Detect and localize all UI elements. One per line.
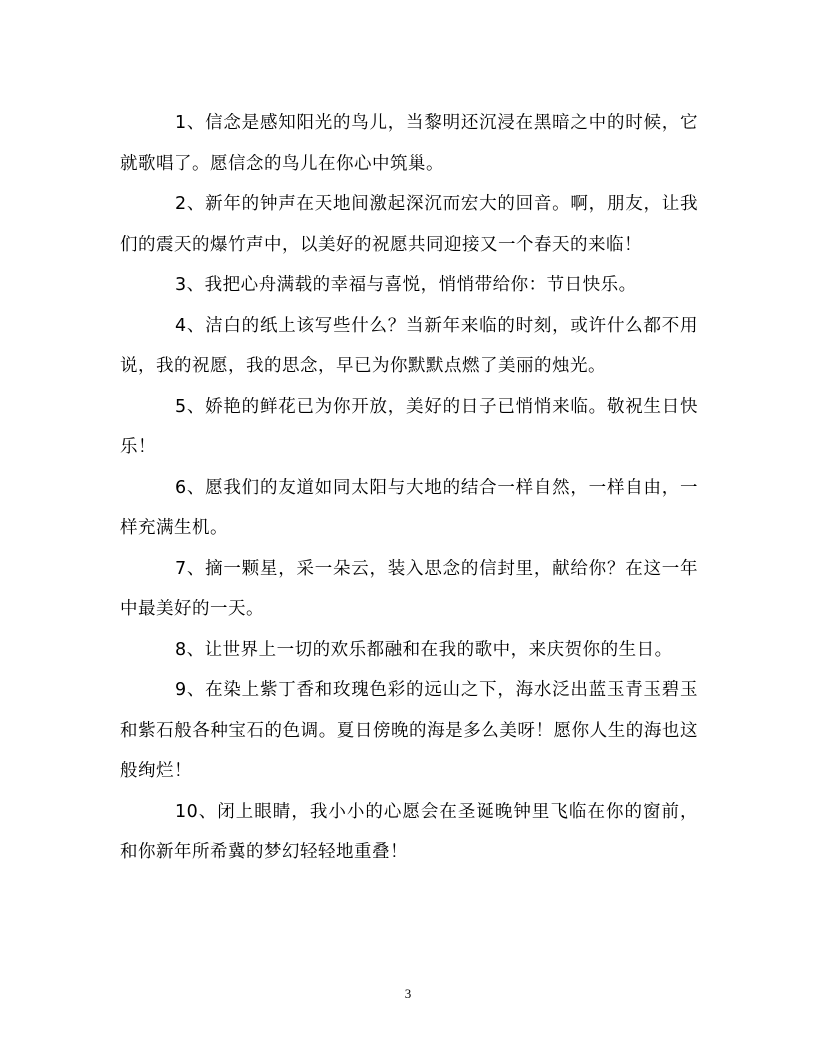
paragraph-7: 7、摘一颗星，采一朵云，装入思念的信封里，献给你？在这一年中最美好的一天。 (120, 558, 698, 619)
paragraph-3: 3、我把心舟满载的幸福与喜悦，悄悄带给你：节日快乐。 (175, 275, 637, 295)
paragraph-8: 8、让世界上一切的欢乐都融和在我的歌中，来庆贺你的生日。 (175, 639, 673, 660)
document-body (120, 103, 698, 873)
paragraph-9: 9、在染上紫丁香和玫瑰色彩的远山之下，海水泛出蓝玉青玉碧玉和紫石般各种宝石的色调。夏日傍晚的海是多么美呀！愿你人生的海也这般绚烂！ (120, 680, 698, 781)
paragraph-6: 6、愿我们的友道如同太阳与大地的结合一样自然，一样自由，一样充满生机。 (120, 477, 698, 538)
paragraph-4: 4、洁白的纸上该写些什么？当新年来临的时刻，或许什么都不用说，我的祝愿，我的思念，早已为你默默点燃了美丽的烛光。 (120, 315, 698, 376)
page-number: 3 (404, 986, 412, 1001)
paragraph-1: 1、信念是感知阳光的鸟儿，当黎明还沉浸在黑暗之中的时候，它就歌唱了。愿信念的鸟儿在你心中筑巢。 (120, 113, 698, 174)
paragraph-5: 5、娇艳的鲜花已为你开放，美好的日子已悄悄来临。敬祝生日快乐！ (120, 396, 698, 457)
paragraph-2: 2、新年的钟声在天地间激起深沉而宏大的回音。啊，朋友，让我们的震天的爆竹声中，以美好的祝愿共同迎接又一个春天的来临！ (120, 194, 698, 255)
paragraph-10: 10、闭上眼睛，我小小的心愿会在圣诞晚钟里飞临在你的窗前，和你新年所希冀的梦幻轻轻地重叠！ (120, 801, 698, 862)
